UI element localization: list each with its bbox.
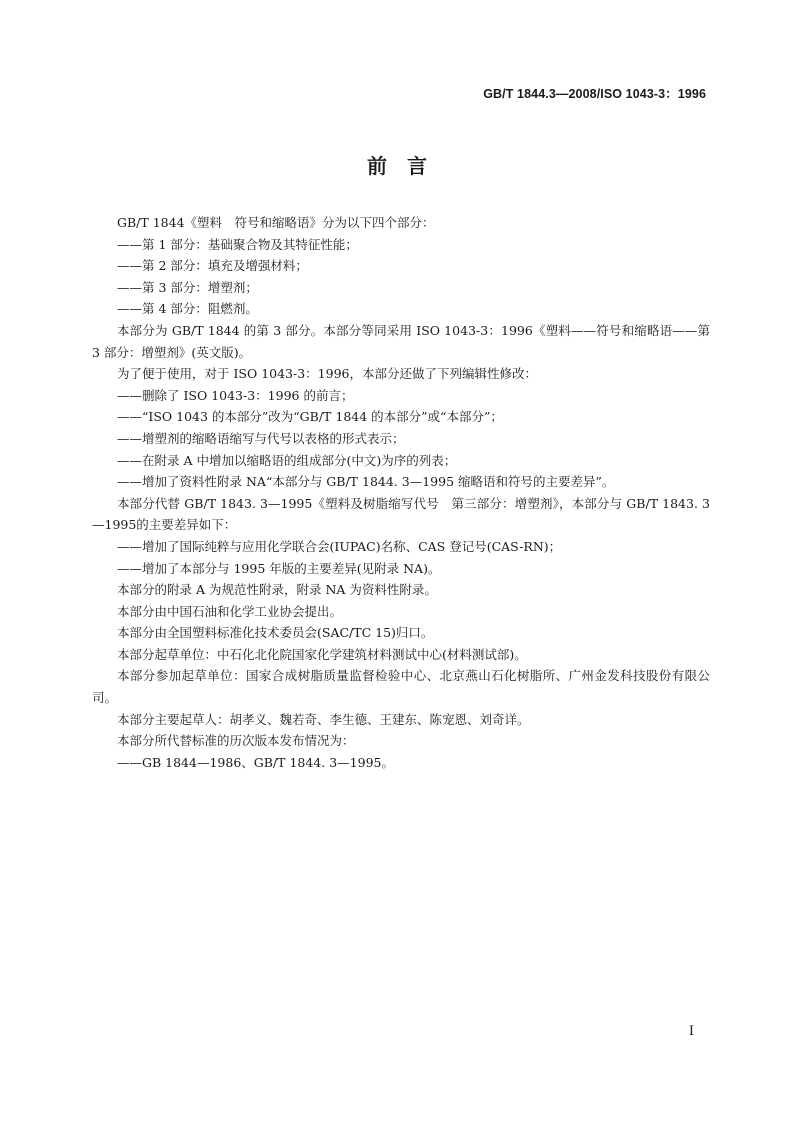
list-item-rename: ——“ISO 1043 的本部分”改为“GB/T 1844 的本部分”或“本部分”； bbox=[117, 409, 503, 425]
paragraph-version-history: 本部分所代替标准的历次版本发布情况为： bbox=[117, 733, 355, 749]
paragraph-proposer: 本部分由中国石油和化学工业协会提出。 bbox=[117, 603, 343, 619]
list-item-annex-na: ——增加了资料性附录 NA“本部分与 GB/T 1844. 3—1995 缩略语和符号的主要差异”。 bbox=[117, 474, 615, 490]
list-item-annex-a: ——在附录 A 中增加以缩略语的组成部分(中文)为序的列表； bbox=[117, 452, 457, 468]
paragraph-adoption: 本部分为 GB/T 1844 的第 3 部分。本部分等同采用 ISO 1043-3：1996《塑料——符号和缩略语——第 3 部分：增塑剂》(英文版)。 bbox=[92, 322, 710, 360]
foreword-body bbox=[92, 212, 710, 773]
list-item-iupac: ——增加了国际纯粹与应用化学联合会(IUPAC)名称、CAS 登记号(CAS-RN)； bbox=[117, 538, 562, 554]
list-item-part-4: ——第 4 部分：阻燃剂。 bbox=[117, 301, 258, 317]
paragraph-replacement: 本部分代替 GB/T 1843. 3—1995《塑料及树脂缩写代号 第三部分：增塑剂》，本部分与 GB/T 1843. 3—1995的主要差异如下： bbox=[92, 495, 710, 533]
paragraph-committee: 本部分由全国塑料标准化技术委员会(SAC/TC 15)归口。 bbox=[117, 625, 434, 641]
list-item-part-1: ——第 1 部分：基础聚合物及其特征性能； bbox=[117, 236, 358, 252]
paragraph-drafting-unit: 本部分起草单位：中石化北化院国家化学建筑材料测试中心(材料测试部)。 bbox=[117, 646, 527, 662]
list-item-part-2: ——第 2 部分：填充及增强材料； bbox=[117, 258, 308, 274]
paragraph-annexes: 本部分的附录 A 为规范性附录，附录 NA 为资料性附录。 bbox=[117, 582, 437, 598]
paragraph-intro: GB/T 1844《塑料 符号和缩略语》分为以下四个部分： bbox=[117, 215, 435, 230]
paragraph-participating-units: 本部分参加起草单位：国家合成树脂质量监督检验中心、北京燕山石化树脂所、广州金发科技股份有限公司。 bbox=[92, 668, 710, 706]
list-item-delete-foreword: ——删除了 ISO 1043-3：1996 的前言； bbox=[117, 387, 354, 403]
list-item-part-3: ——第 3 部分：增塑剂； bbox=[117, 279, 258, 295]
list-item-differences: ——增加了本部分与 1995 年版的主要差异(见附录 NA)。 bbox=[117, 560, 441, 576]
list-item-previous-versions: ——GB 1844—1986、GB/T 1844. 3—1995。 bbox=[117, 754, 394, 770]
paragraph-editorial-changes: 为了便于使用，对于 ISO 1043-3：1996，本部分还做了下列编辑性修改： bbox=[117, 366, 537, 382]
page-title: 前 言 bbox=[367, 154, 427, 178]
list-item-table-format: ——增塑剂的缩略语缩写与代号以表格的形式表示； bbox=[117, 430, 405, 446]
paragraph-drafters: 本部分主要起草人：胡孝义、魏若奇、李生德、王建东、陈宠恩、刘奇详。 bbox=[117, 711, 530, 727]
page-number: I bbox=[688, 1024, 694, 1039]
standard-code-header: GB/T 1844.3—2008/ISO 1043-3：1996 bbox=[483, 87, 706, 101]
